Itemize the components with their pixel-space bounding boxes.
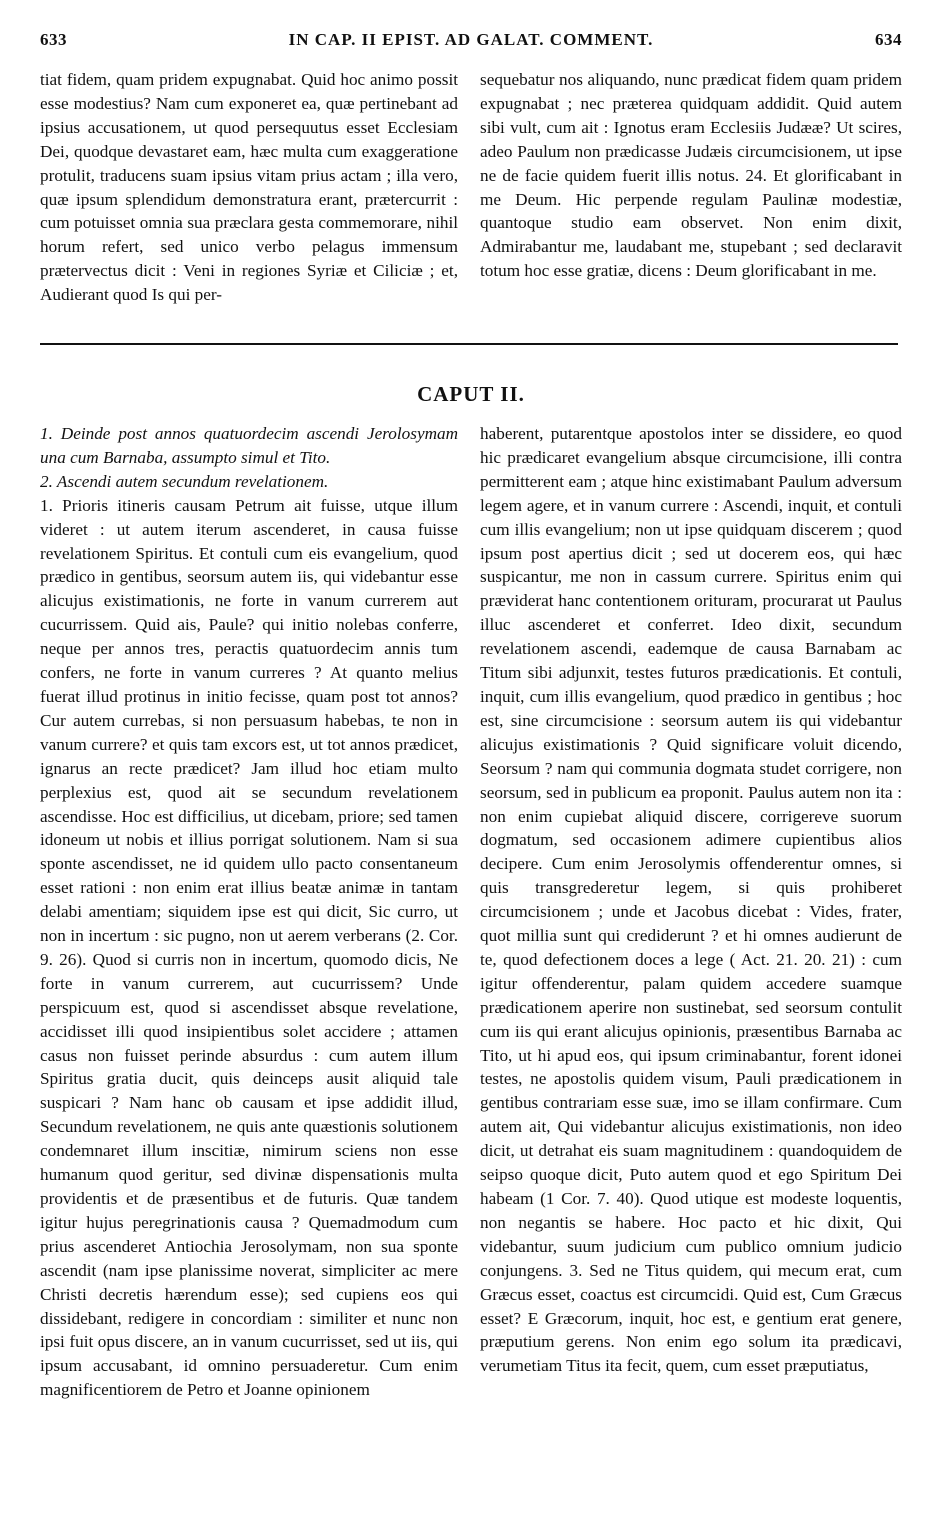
section-rule	[40, 343, 898, 345]
top-columns	[40, 68, 902, 307]
page-number-right: 634	[874, 30, 902, 49]
chapter-title: CAPUT II.	[417, 382, 525, 406]
page-number-left: 633	[40, 30, 67, 49]
verse-1: 1. Deinde post annos quatuordecim ascendi Jerolosymam una cum Barnaba, assumpto simul et Tito.	[40, 424, 458, 467]
main-right-text: haberent, putarentque apostolos inter se dissidere, eo quod hic prædicaret evangelium absque circumcisione, illi contra permitterent eam ; atque hinc existimabant Paulum adversum legem agere, et in vanum currere : Ascendi, inquit, et contuli cum illis evangelium; non ut ipse quidquam discerem ; quod ipsum post apertius dicit ; sed ut docerem eos, qui hæc suspicantur, me non in cassum currere. Spiritus enim qui præviderat hanc contentionem orituram, procurarat ut Paulus illuc ascenderet et conferret. Ideo dixit, secundum revelationem ascendi, eademque de causa Barnabam ac Titum sibi adjunxit, testes futuros prædicationis. Et contuli, inquit, cum illis evangelium, quod prædico in gentibus ; hoc est, sine circumcisione : seorsum autem iis qui videbantur alicujus existimationis ? Quid significare voluit dicendo, Seorsum ? nam qui communia dogmata studet corrigere, non seorsum, sed in publicum ea proponit. Paulus autem non ita : non enim cupiebat aliquid discere, corrigereve suorum dogmatum, sed occasionem adimere cupientibus alios decipere. Cum enim Jerosolymis offenderentur omnes, si quis transgrederetur legem, si quis prohiberet circumcisionem ; unde et Jacobus dicebat : Vides, frater, quot millia sunt qui crediderunt ? et hi omnes audierunt de te, quod defectionem doces a lege ( Act. 21. 20. 21) : cum igitur offenderentur, palam quidem accedere suamque prædicationem aperire non sustinebat, sed seorsum contulit cum iis qui erant alicujus opinionis, præsentibus Barnaba ac Tito, ut hi apud eos, qui ipsum criminabantur, forent idonei testes, ne apostolis quidem visum, Pauli prædicationem in gentibus contrariam esse suæ, imo se illam confirmare. Cum autem ait, Qui videbantur alicujus existimationis, non ideo dicit, ut detrahat eis suam magnitudinem : quandoquidem de seipso quoque dicit, Puto autem quod et ego Spiritum Dei habeam (1 Cor. 7. 40). Quod utique est modeste loquentis, non negantis se habere. Hoc pacto et hic dixit, Qui videbantur, suum judicium cum publico omnium judicio conjungens. 3. Sed ne Titus quidem, qui mecum erat, cum Græcus esset, coactus est circumcidi. Quid est, Cum Græcus esset? E Græcorum, inquit, hoc est, e gentium erat genere, præputium gerens. Non enim ego solum ita prædicavi, verumetiam Titus ita fecit, quem, cum esset præputiatus,	[480, 424, 902, 1376]
main-right-column	[480, 422, 902, 1402]
top-left-column	[40, 68, 458, 307]
main-left-column	[40, 422, 458, 1402]
top-left-text: tiat fidem, quam pridem expugnabat. Quid hoc animo possit esse modestius? Nam cum exponeret ea, quæ pertinebant ad ipsius accusationem, ut quod persequutus esset Ecclesiam Dei, quodque devastaret eam, hæc multa cum exaggeratione protulit, traducens suam ipsius vitam prius actam ; illa vero, quæ ipsum splendidum demonstratura erant, prætercurrit : cum potuisset omnia sua præclara gesta commemorare, nihil horum refert, sed unico verbo pelagus immensum prætervectus dicit : Veni in regiones Syriæ et Ciliciæ ; et, Audierant quod Is qui per-	[40, 70, 458, 305]
running-header	[40, 30, 902, 54]
main-left-text: 1. Prioris itineris causam Petrum ait fuisse, utque illum videret : ut autem iterum ascenderet, in causa fuisse revelationem Spiritus. Et contuli cum eis evangelium, quod prædico in gentibus, seorsum autem iis, qui videbantur esse alicujus existimationis, ne forte in vanum currerem aut cucurrissem. Quid ais, Paule? qui initio nolebas conferre, neque per annos tres, peractis quatuordecim annis tum confers, ne forte in vanum curreres ? At quanto melius fuerat illud protinus in initio fecisse, quam post tot annos? Cur autem currebas, si non persuasum habebas, te non in vanum currere? et quis tam excors est, ut tot annos prædicet, ignarus an recte prædicet? Jam illud hoc etiam multo perplexius est, quod ait se secundum revelationem ascendisse. Hoc est difficilius, ut dicebam, priore; sed tamen idoneum ut nobis et illius porrigat solutionem. Nam si sua sponte ascendisset, ne id quidem ullo pacto consentaneum esset rationi : non enim erat illius beatæ animæ in tantam delabi amentiam; siquidem ipse est qui dicit, Sic curro, ut non in incertum : sic pugno, non ut aerem verberans (2. Cor. 9. 26). Quod si curris non in incertum, quomodo dicis, Ne forte in vanum currerem, aut cucurrissem? Unde perspicuum est, quod si ascendisset absque revelatione, accidisset illi quod insipientibus solet accidere ; attamen casus non fuisset perinde absurdus : cum autem illum Spiritus gratia ducit, quis deinceps ausit aliquid tale suspicari ? Nam hanc ob causam et ipse addidit illud, Secundum revelationem, ne quis ante quæstionis solutionem condemnaret illum inscitiæ, nimirum sciens non esse humanum quod geritur, sed divinæ dispensationis multa providentis et de præsentibus et de futuris. Quæ tandem igitur hujus peregrinationis causa ? Quemadmodum cum prius ascenderet Antiochia Jerosolymam, non sua sponte ascendit (nam ipse planissime noverat, simpliciter ac mere Christi decretis hærendum esse); sed cupiens eos qui dissidebant, redigere in concordiam : similiter et nunc non ipsi fuit opus discere, an in vanum cucurrisset, sed ut iis, qui ipsum accusabant, id omnino persuaderetur. Cum enim magnificentiorem de Petro et Joanne opinionem	[40, 495, 458, 1400]
page	[40, 30, 902, 1400]
running-title: IN CAP. II EPIST. AD GALAT. COMMENT.	[288, 30, 654, 49]
main-columns	[40, 422, 902, 1402]
top-right-column	[480, 68, 902, 307]
verse-2: 2. Ascendi autem secundum revelationem.	[40, 471, 329, 491]
top-right-text: sequebatur nos aliquando, nunc prædicat fidem quam pridem expugnabat ; nec præterea quidquam addidit. Quid autem sibi vult, cum ait : Ignotus eram Ecclesiis Judææ? Ut scires, adeo Paulum non prædicasse Judæis circumcisionem, ut ipse ne de facie quidem fuerit illis notus. 24. Et glorificabant in me Deum. Hic perpende regulam Paulinæ modestiæ, quantoque studio eam observet. Non enim dixit, Admirabantur me, laudabant me, stupebant ; sed declaravit totum hoc esse gratiæ, dicens : Deum glorificabant in me.	[480, 70, 902, 281]
